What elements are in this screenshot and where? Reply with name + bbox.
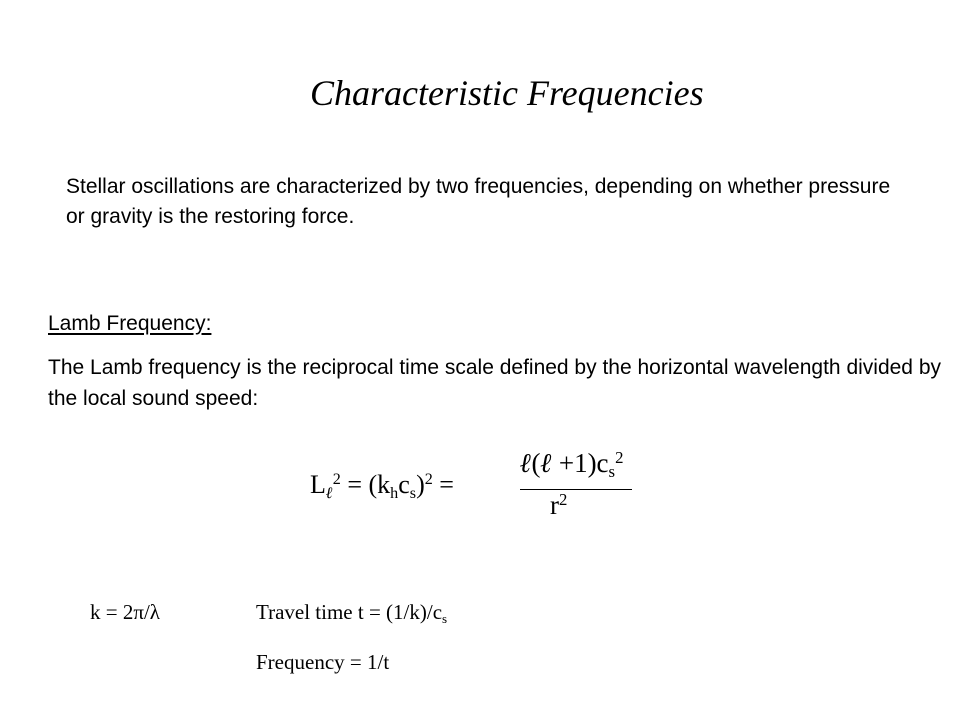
frequency-relation: Frequency = 1/t: [256, 650, 390, 674]
eq-num-exp-2: 2: [615, 447, 624, 467]
wavenumber-definition: k = 2π/λ: [90, 600, 160, 624]
travel-time-sub-s: s: [442, 610, 448, 626]
eq-L: L: [310, 470, 326, 499]
intro-text: Stellar oscillations are characterized by two frequencies, depending on whether pressure or gravity is the restoring force.: [66, 175, 891, 228]
eq-ell-subscript: ℓ: [325, 484, 333, 502]
eq-num-sub-s: s: [608, 462, 616, 482]
lamb-frequency-description: The Lamb frequency is the reciprocal time scale defined by the horizontal wavelength divided by the local sound speed:: [48, 356, 942, 410]
lamb-equation-lhs: [310, 470, 454, 500]
eq-den-exp-2: 2: [559, 489, 568, 509]
lamb-equation-denominator: [550, 490, 567, 521]
travel-time-relation: [256, 600, 447, 625]
eq-num-ell-1: ℓ: [520, 448, 532, 478]
eq-num-open: (: [531, 448, 541, 478]
eq-equals: =: [432, 470, 454, 499]
eq-sub-h: h: [390, 484, 399, 502]
lamb-frequency-heading: Lamb Frequency:: [48, 312, 212, 335]
slide-title: Characteristic Frequencies: [310, 73, 704, 113]
eq-exp-2a: 2: [332, 471, 341, 489]
eq-num-ell-2: ℓ: [540, 448, 553, 478]
eq-num-plus: +1)c: [552, 448, 609, 478]
eq-open-k: = (k: [340, 470, 391, 499]
eq-den-r: r: [550, 490, 559, 520]
fraction-bar: [520, 489, 632, 490]
eq-sub-s: s: [409, 484, 417, 502]
eq-c: c: [398, 470, 410, 499]
travel-time-text: Travel time t = (1/k)/c: [256, 600, 443, 624]
lamb-equation-numerator: [520, 447, 624, 482]
eq-exp-2b: 2: [424, 471, 433, 489]
eq-close: ): [416, 470, 425, 499]
